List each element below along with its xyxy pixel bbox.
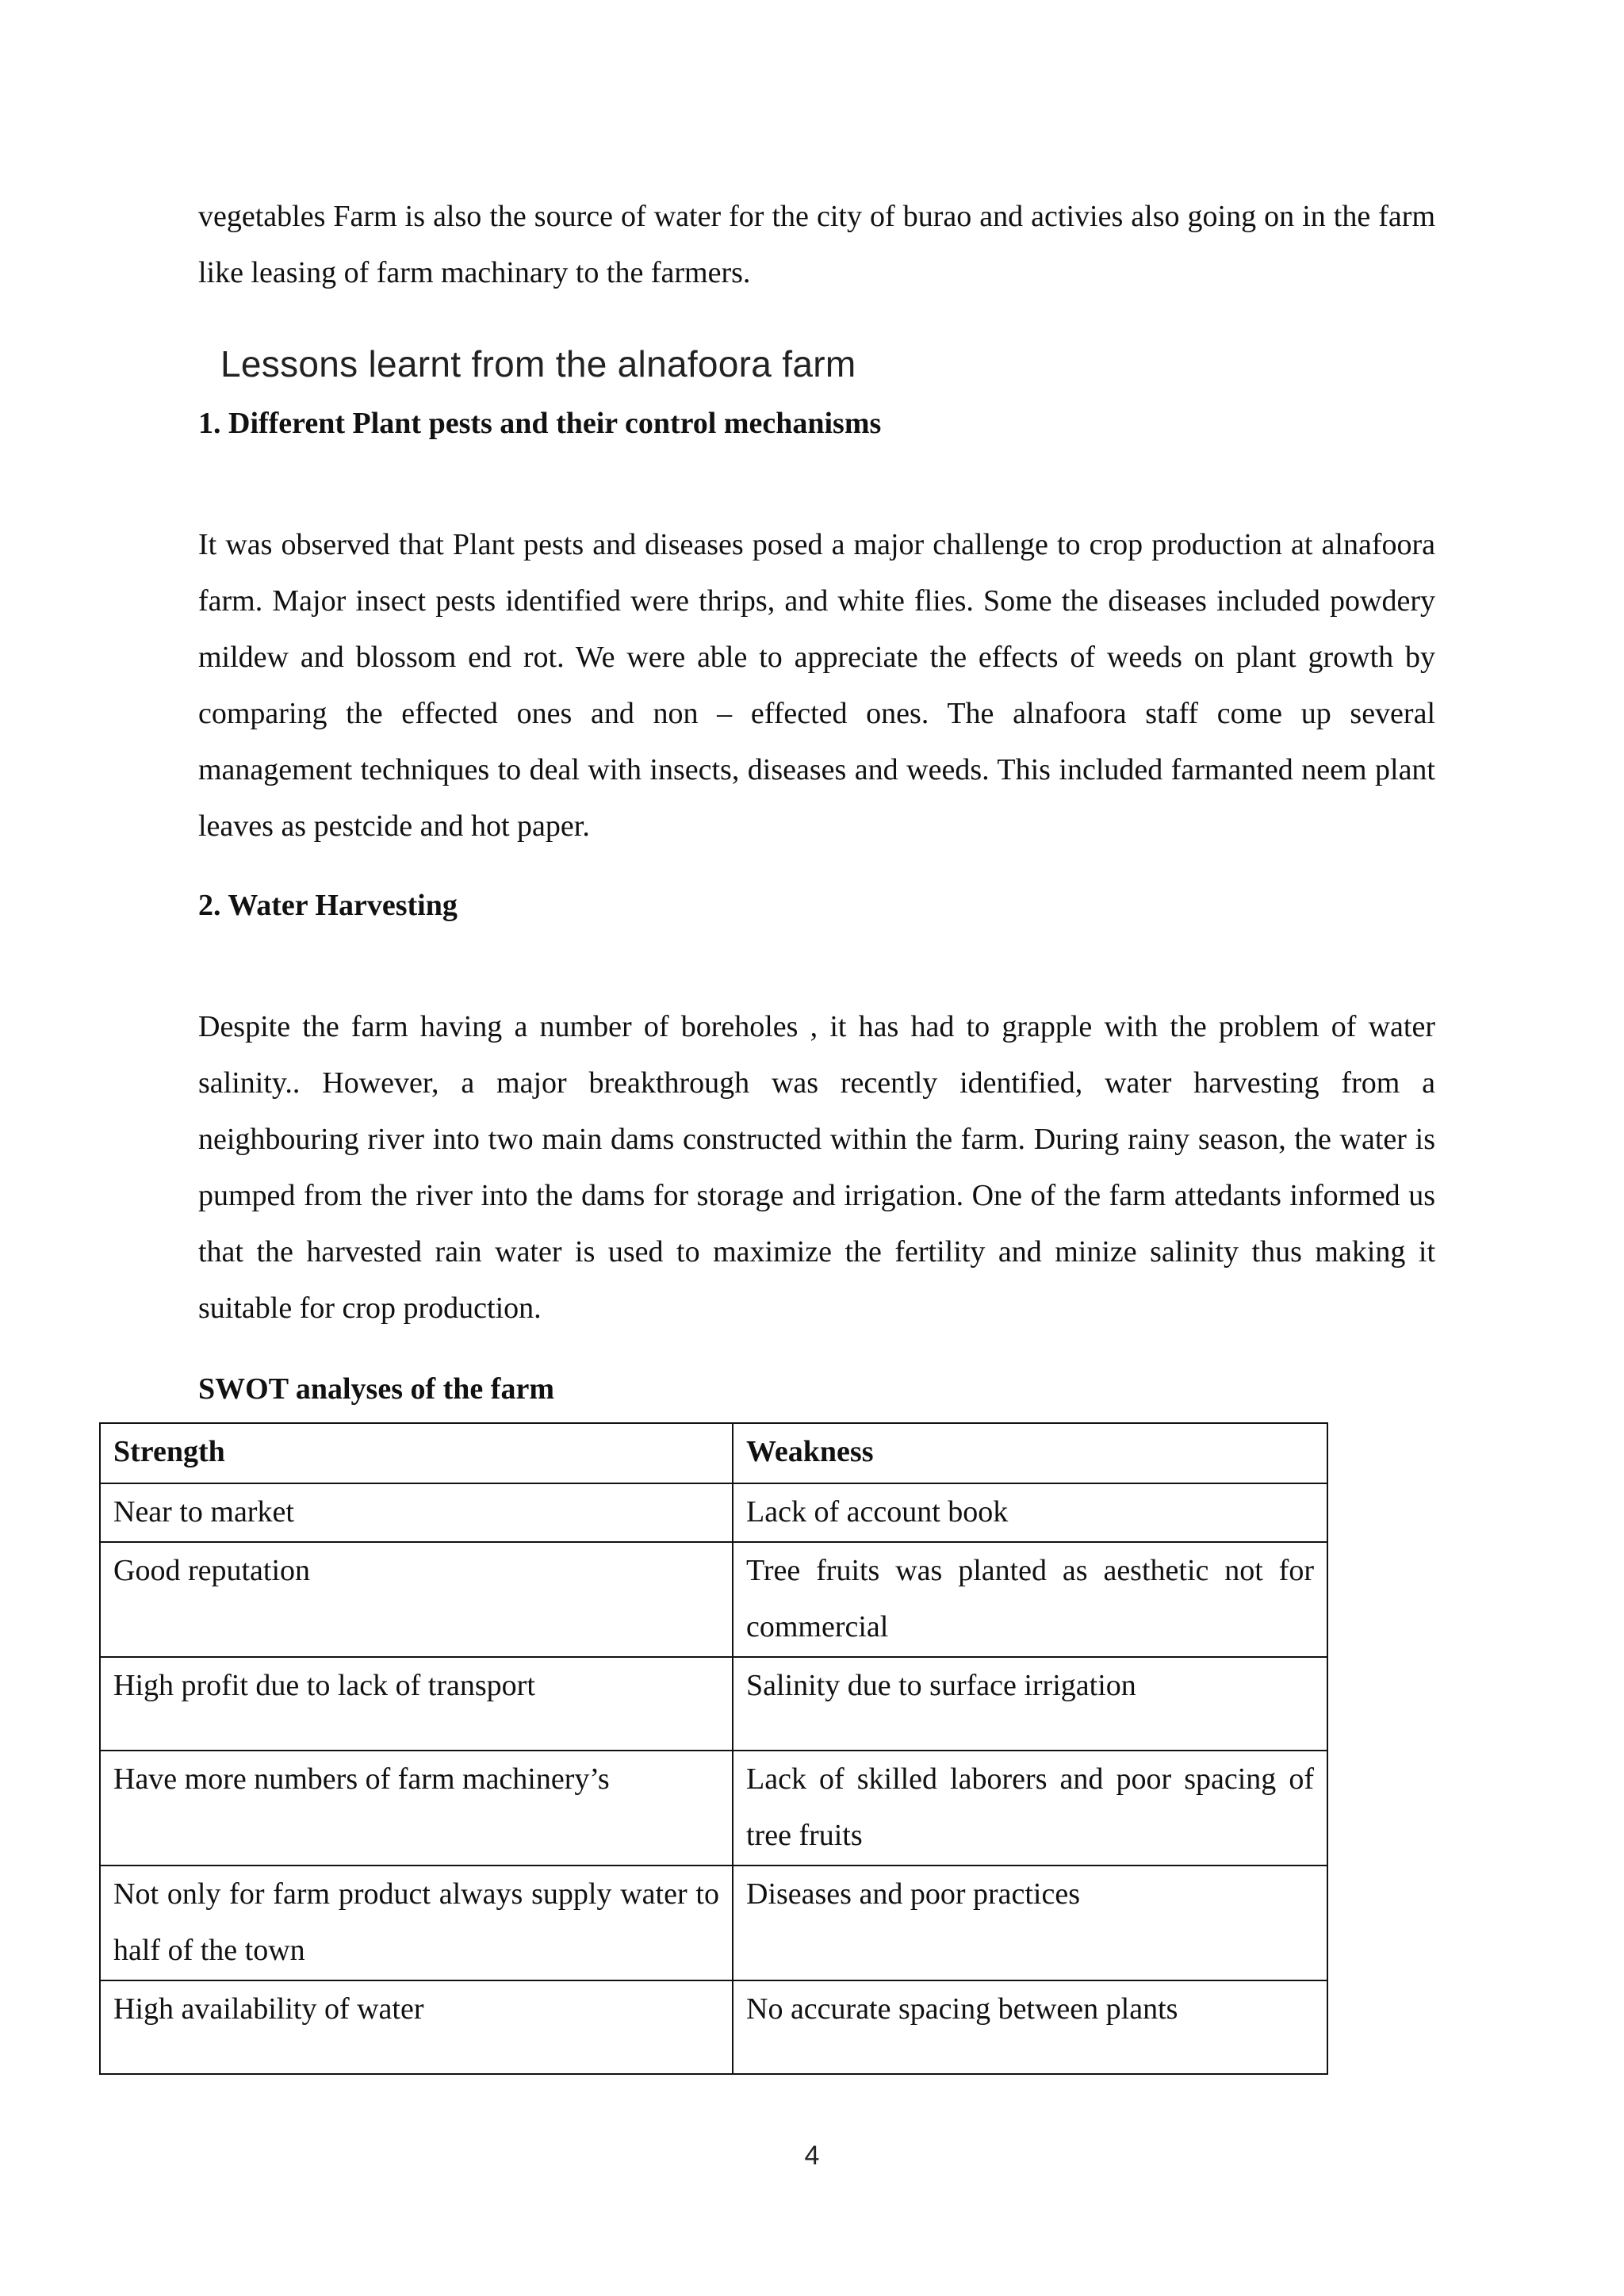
table-row: [100, 1866, 1327, 1980]
subsection-2-title: 2. Water Harvesting: [198, 889, 458, 922]
weakness-cell: No accurate spacing between plants: [733, 1980, 1327, 2074]
strength-cell: Have more numbers of farm machinery’s: [100, 1751, 733, 1866]
subsection-1-body: It was observed that Plant pests and diseases posed a major challenge to crop production at alnafoora farm. Major insect pests identified were thrips, and white flies. Some the diseases included powdery mildew and blossom end rot. We were able to appreciate the effects of weeds on plant growth by comparing the effected ones and non – effected ones. The alnafoora staff come up several management techniques to deal with insects, diseases and weeds. This included farmanted neem plant leaves as pestcide and hot paper.: [198, 528, 1435, 843]
swot-header-weakness: Weakness: [733, 1423, 1327, 1483]
table-row: [100, 1483, 1327, 1542]
subsection-2-body: Despite the farm having a number of boreholes , it has had to grapple with the problem of water salinity.. However, a major breakthrough was recently identified, water harvesting from a neighbouring river into two main dams constructed within the farm. During rainy season, the water is pumped from the river into the dams for storage and irrigation. One of the farm attedants informed us that the harvested rain water is used to maximize the fertility and minize salinity thus making it suitable for crop production.: [198, 1010, 1435, 1325]
swot-header-strength: Strength: [100, 1423, 733, 1483]
swot-header-row: [100, 1423, 1327, 1483]
strength-cell: Not only for farm product always supply water to half of the town: [100, 1866, 733, 1980]
subsection-1-title: 1. Different Plant pests and their control mechanisms: [198, 407, 882, 440]
swot-table: [99, 1422, 1328, 2075]
table-row: [100, 1980, 1327, 2074]
weakness-cell: Tree fruits was planted as aesthetic not for commercial: [733, 1542, 1327, 1657]
weakness-cell: Lack of skilled laborers and poor spacing of tree fruits: [733, 1751, 1327, 1866]
weakness-cell: Diseases and poor practices: [733, 1866, 1327, 1980]
table-row: [100, 1751, 1327, 1866]
swot-title: SWOT analyses of the farm: [198, 1372, 554, 1406]
table-row: [100, 1657, 1327, 1751]
strength-cell: High availability of water: [100, 1980, 733, 2074]
table-row: [100, 1542, 1327, 1657]
strength-cell: Good reputation: [100, 1542, 733, 1657]
page-number: 4: [804, 2141, 820, 2171]
section-heading: Lessons learnt from the alnafoora farm: [220, 343, 856, 385]
strength-cell: Near to market: [100, 1483, 733, 1542]
strength-cell: High profit due to lack of transport: [100, 1657, 733, 1751]
weakness-cell: Lack of account book: [733, 1483, 1327, 1542]
intro-paragraph: vegetables Farm is also the source of water for the city of burao and activies also going on in the farm like leasing of farm machinary to the farmers.: [198, 200, 1435, 289]
weakness-cell: Salinity due to surface irrigation: [733, 1657, 1327, 1751]
